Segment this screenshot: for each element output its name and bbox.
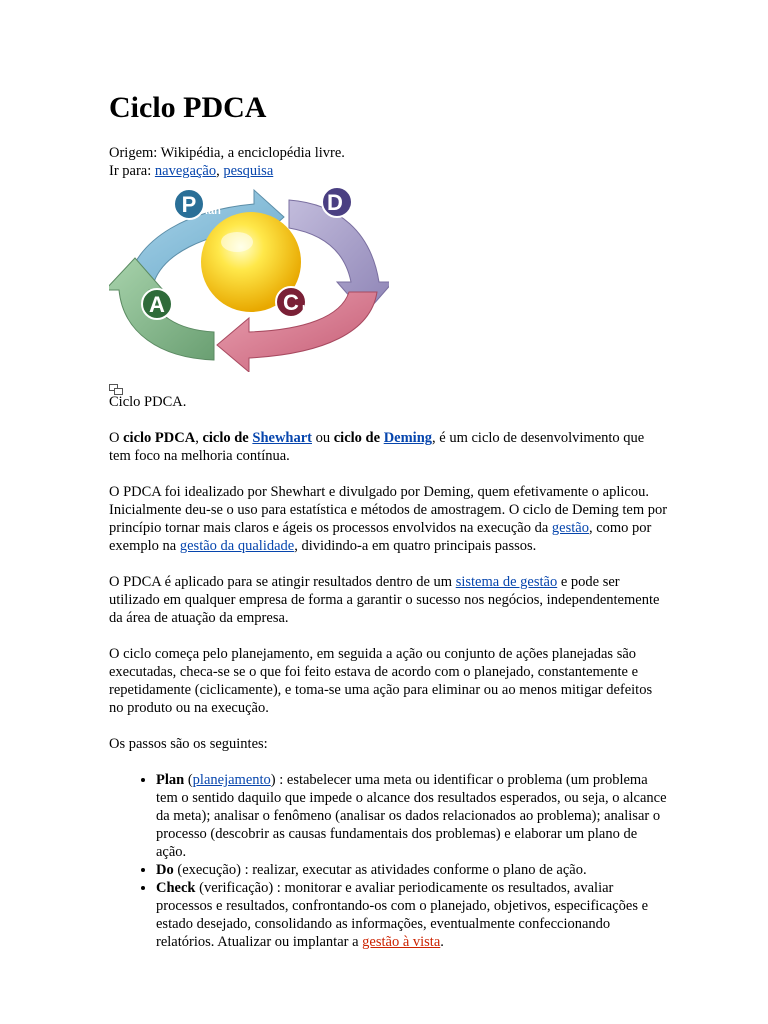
text: O (109, 430, 124, 446)
text: ) : estabelecer uma meta ou identificar o problema (um problema tem o sentido daquilo que impede o alcance dos resultados esperados, ou seja, o alcance da meta); analisar o fenômeno (analisar os dados relacionados ao problema); analisar o processo (descobrir as causas fundamentais dos problemas) e elaborar um plano de ação. (156, 772, 667, 860)
paragraph-application (109, 573, 669, 627)
do-rest: o (349, 203, 356, 215)
page-title: Ciclo PDCA (109, 91, 267, 124)
list-item (156, 861, 669, 879)
paragraph-steps-intro: Os passos são os seguintes: (109, 736, 268, 752)
list-item (156, 879, 669, 951)
sistema-gestao-link[interactable]: sistema de gestão (455, 574, 558, 590)
text: O PDCA é aplicado para se atingir resultados dentro de um (109, 574, 456, 590)
paragraph-history (109, 483, 669, 555)
enlarge-icon[interactable] (109, 382, 123, 393)
act-rest: ct (169, 306, 179, 318)
text: , como por exemplo na (109, 520, 652, 554)
check-badge (276, 287, 328, 317)
pdca-diagram[interactable] (109, 182, 389, 372)
do-badge (322, 187, 356, 217)
gestao-link[interactable]: gestão (551, 520, 589, 536)
goto-separator: , (216, 163, 224, 179)
origin-line: Origem: Wikipédia, a enciclopédia livre. (109, 145, 345, 161)
step-name: Check (156, 880, 196, 896)
paragraph-cycle: O ciclo começa pelo planejamento, em seguida a ação ou conjunto de ações planejadas são executadas, checa-se se o que foi feito estava de acordo com o planejado, constantemente e repetidamente (ciclicamente), e toma-se uma ação para eliminar ou ao menos mitigar defeitos no produto ou na execução. (109, 646, 653, 716)
step-name: Do (156, 862, 174, 878)
plan-letter: P (181, 192, 197, 217)
act-badge (142, 289, 179, 319)
deming-link[interactable]: Deming (383, 430, 433, 446)
gestao-qualidade-link[interactable]: gestão da qualidade (179, 538, 295, 554)
text: ( (184, 772, 193, 788)
goto-prefix: Ir para: (109, 163, 155, 179)
article-meta (109, 144, 669, 180)
text: . (440, 934, 444, 950)
goto-line (109, 162, 669, 180)
figure-caption: Ciclo PDCA. (109, 394, 187, 410)
check-rest: heck (302, 304, 328, 316)
act-letter: A (149, 292, 165, 317)
text: ou (312, 430, 334, 446)
gestao-a-vista-link[interactable]: gestão à vista (362, 934, 441, 950)
navigation-link[interactable]: navegação (154, 163, 217, 179)
planejamento-link[interactable]: planejamento (192, 772, 271, 788)
check-letter: C (283, 290, 299, 315)
bold-term (202, 430, 312, 446)
text: O PDCA foi idealizado por Shewhart e divulgado por Deming, quem efetivamente o aplicou. Inicialmente deu-se o uso para estatística e métodos de amostragem. O ciclo de Deming tem por princípio tornar mais claros e ágeis os processos envolvidos na execução da (109, 484, 668, 536)
search-link[interactable]: pesquisa (223, 163, 274, 179)
text: , (195, 430, 203, 446)
step-name: Plan (156, 772, 185, 788)
article-body (109, 393, 669, 951)
pdca-cycle-image (109, 182, 389, 372)
text: e pode ser utilizado em qualquer empresa de forma a garantir o sucesso nos negócios, independentemente da área de atuação da empresa. (109, 574, 660, 626)
bold-term (334, 430, 432, 446)
bold-term: ciclo PDCA (123, 430, 196, 446)
list-item (156, 771, 669, 861)
text: (execução) : realizar, executar as atividades conforme o plano de ação. (173, 862, 587, 878)
steps-list (109, 771, 669, 951)
text: (verificação) : monitorar e avaliar periodicamente os resultados, avaliar processos e resultados, confrontando-os com o planejado, objetivos, especificações e estado desejado, consolidando as informações, eventualmente confeccionando relatórios. Atualizar ou implantar a (156, 880, 649, 950)
do-letter: D (327, 190, 343, 215)
paragraph-intro (109, 429, 669, 465)
text: ciclo de (202, 430, 253, 446)
shewhart-link[interactable]: Shewhart (252, 430, 312, 446)
plan-rest: lan (205, 205, 221, 217)
plan-badge (174, 189, 221, 219)
text: , dividindo-a em quatro principais passos. (294, 538, 537, 554)
text: ciclo de (333, 430, 384, 446)
text: , é um ciclo de desenvolvimento que tem foco na melhoria contínua. (109, 430, 645, 464)
